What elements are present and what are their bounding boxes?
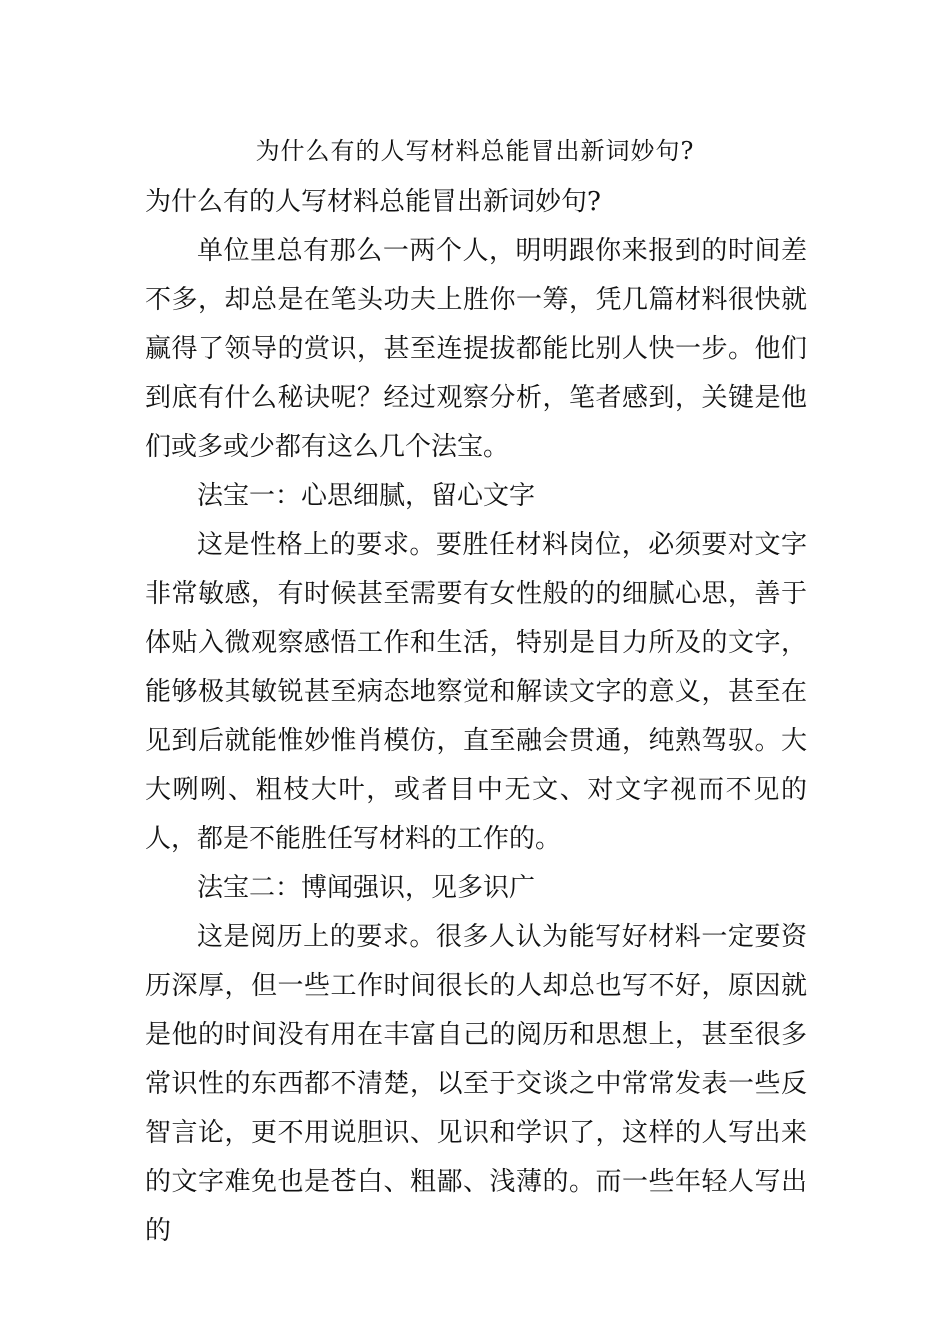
section-paragraph-1: 这是性格上的要求。要胜任材料岗位，必须要对文字非常敏感，有时候甚至需要有女性般的的细腻心思，善于体贴入微观察感悟工作和生活，特别是目力所及的文字，能够极其敏锐甚至病态地察觉和解读文字的意义，甚至在见到后就能惟妙惟肖模仿，直至融会贯通，纯熟驾驭。大大咧咧、粗枝大叶，或者目中无文、对文字视而不见的人，都是不能胜任写材料的工作的。 xyxy=(145,530,807,854)
document-title: 为什么有的人写材料总能冒出新词妙句? xyxy=(255,137,695,165)
subtitle-paragraph: 为什么有的人写材料总能冒出新词妙句? xyxy=(145,187,601,217)
section-paragraph-2: 这是阅历上的要求。很多人认为能写好材料一定要资历深厚，但一些工作时间很长的人却总也写不好，原因就是他的时间没有用在丰富自己的阅历和思想上，甚至很多常识性的东西都不清楚，以至于交谈之中常常发表一些反智言论，更不用说胆识、见识和学识了，这样的人写出来的文字难免也是苍白、粗鄙、浅薄的。而一些年轻人写出的 xyxy=(145,922,807,1246)
section-heading-1: 法宝一：心思细腻，留心文字 xyxy=(197,481,536,511)
intro-paragraph: 单位里总有那么一两个人，明明跟你来报到的时间差不多，却总是在笔头功夫上胜你一筹，凭几篇材料很快就赢得了领导的赏识，甚至连提拔都能比别人快一步。他们到底有什么秘诀呢？经过观察分析，笔者感到，关键是他们或多或少都有这么几个法宝。 xyxy=(145,236,807,462)
document-body xyxy=(145,178,807,1256)
section-heading-2: 法宝二：博闻强识，见多识广 xyxy=(197,873,536,903)
